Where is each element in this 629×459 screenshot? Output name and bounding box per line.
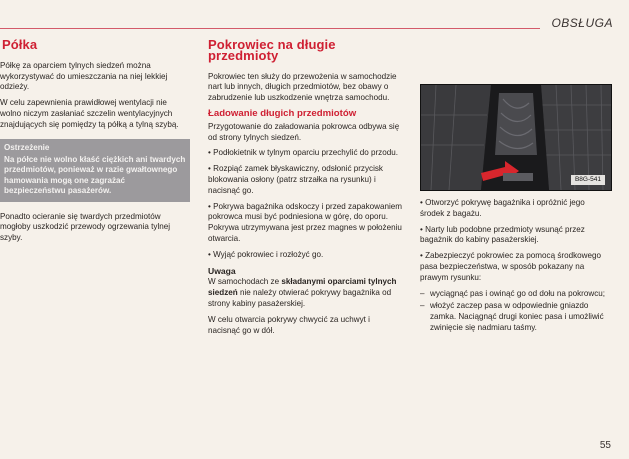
- shelf-paragraph-1: Półkę za oparciem tylnych siedzeń można wykorzystywać do umieszczania na niej lekkiej odzieży.: [0, 60, 168, 92]
- ski-bag-cover: [495, 93, 537, 155]
- step-5: • Otworzyć pokrywę bagażnika i opróżnić jego środek z bagażu.: [420, 198, 610, 220]
- ski-bag-intro: Pokrowiec ten służy do przewożenia w samochodzie nart lub innych, długich przedmiotów, bez obawy o zabrudzenie lub uszkodzenie wnętrza samochodu.: [208, 71, 397, 103]
- warning-text: Na półce nie wolno kłaść ciężkich ani twardych przedmiotów, ponieważ w razie gwałtownego hamowania mogą one zagrażać bezpieczeństwu pasażerów.: [4, 154, 186, 196]
- right-column: [420, 198, 610, 336]
- step-4: • Wyjąć pokrowiec i rozłożyć go.: [208, 250, 404, 261]
- armrest-figure: [420, 84, 612, 191]
- step-3: • Pokrywa bagażnika odskoczy i przed zapakowaniem pokrowca musi być podniesiona w górę, do oporu. Pokrywa utrzymywana jest przez magnes w położeniu otwarcia.: [208, 202, 404, 245]
- opening-instruction: W celu otwarcia pokrywy chwycić za uchwyt i nacisnąć go w dół.: [208, 314, 370, 335]
- header-rule: [0, 28, 540, 29]
- shelf-heading: Półka: [2, 37, 38, 52]
- belt-step-2: – włożyć zaczep pasa w odpowiednie gniazdo zamka. Naciągnąć drugi koniec pasa i umożliwić zwinięcie się nadmiaru taśmy.: [420, 301, 610, 333]
- warning-title: Ostrzeżenie: [4, 142, 50, 152]
- step-1: • Podłokietnik w tylnym oparciu przechylić do przodu.: [208, 148, 404, 159]
- note-text-bold: składanymi oparciami tylnych siedzeń: [208, 277, 397, 298]
- shelf-paragraph-3: Ponadto ocieranie się twardych przedmiotów mogłoby uszkodzić przewody ogrzewania tylnej szyby.: [0, 211, 171, 243]
- section-label: OBSŁUGA: [551, 16, 613, 30]
- lock-button: [503, 173, 533, 181]
- note-title: Uwaga: [208, 265, 236, 276]
- step-6: • Narty lub podobne przedmioty wsunąć przez bagażnik do kabiny pasażerskiej.: [420, 225, 610, 247]
- note-text-post: nie należy otwierać pokrywy bagażnika od strony kabiny pasażerskiej.: [208, 288, 392, 308]
- ski-bag-heading: Pokrowiec na długie przedmioty: [208, 37, 336, 63]
- left-column: [0, 37, 190, 249]
- step-2: • Rozpiąć zamek błyskawiczny, odsłonić przycisk blokowania osłony (patrz strzałka na rysunku) i nacisnąć go.: [208, 164, 404, 196]
- step-7: • Zabezpieczyć pokrowiec za pomocą środkowego pasa bezpieczeństwa, w sposób pokazany na prawym rysunku:: [420, 251, 610, 283]
- note-text: [208, 277, 404, 309]
- loading-subheading: Ładowanie długich przedmiotów: [208, 107, 357, 119]
- figure-code: B8G-541: [571, 175, 605, 185]
- shelf-paragraph-2: W celu zapewnienia prawidłowej wentylacji nie wolno niczym zasłaniać szczelin wentylacyjnych znajdujących się pomiędzy tą półką a tylną szybą.: [0, 98, 179, 129]
- belt-steps: [420, 289, 610, 334]
- loading-intro: Przygotowanie do załadowania pokrowca odbywa się od strony tylnych siedzeń.: [208, 121, 400, 142]
- note-text-pre: W samochodach ze: [208, 277, 282, 287]
- page-number: 55: [599, 440, 611, 451]
- middle-column: [208, 37, 404, 341]
- belt-step-1: – wyciągnąć pas i owinąć go od dołu na pokrowcu;: [420, 289, 610, 300]
- warning-box: [0, 139, 190, 202]
